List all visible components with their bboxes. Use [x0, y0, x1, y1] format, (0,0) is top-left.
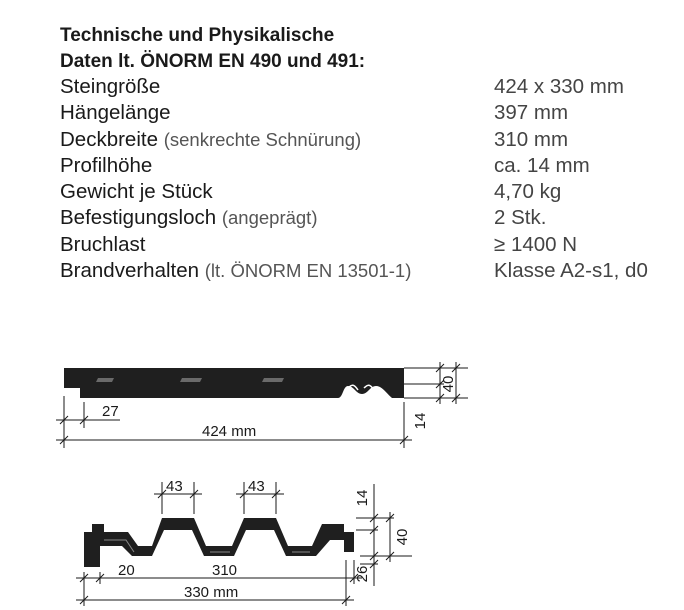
dim-43-left: 43 [166, 478, 183, 495]
dim-14-side: 14 [412, 412, 429, 430]
dim-27: 27 [102, 403, 119, 420]
dim-330mm: 330 mm [184, 584, 239, 601]
spec-label: Deckbreite [60, 127, 158, 151]
dim-26: 26 [354, 565, 371, 583]
spec-label: Brandverhalten [60, 259, 200, 283]
spec-label: Steingröße [60, 75, 161, 98]
tile-side-profile [64, 368, 404, 398]
dim-43-right: 43 [248, 478, 265, 495]
dim-310: 310 [212, 562, 238, 579]
heading-line-2: Daten lt. ÖNORM EN 490 und 491: [60, 51, 366, 72]
dim-40-side: 40 [440, 375, 457, 393]
spec-label: Hängelänge [60, 101, 171, 125]
heading-line-1: Technische und Physikalische [60, 25, 335, 46]
spec-label: Profilhöhe [60, 153, 153, 177]
spec-value: ≥ 1400 N [494, 232, 578, 256]
tile-side-profile-drawing [56, 362, 468, 448]
spec-value: 2 Stk. [494, 206, 547, 230]
spec-label: Gewicht je Stück [60, 180, 213, 204]
dim-424mm: 424 mm [202, 423, 257, 440]
spec-value: 397 mm [494, 101, 569, 125]
tile-front-profile-drawing [76, 478, 412, 606]
spec-value: 4,70 kg [494, 180, 562, 204]
spec-note: (lt. ÖNORM EN 13501-1) [204, 260, 412, 282]
dim-20: 20 [118, 562, 135, 579]
spec-note: (senkrechte Schnürung) [163, 128, 362, 150]
spec-value: Klasse A2-s1, d0 [494, 259, 648, 283]
dim-40-front: 40 [394, 528, 411, 546]
spec-label: Bruchlast [60, 232, 146, 256]
dim-14-front: 14 [354, 489, 371, 507]
tile-front-profile [84, 518, 354, 567]
spec-note: (angeprägt) [221, 207, 318, 229]
spec-value: 424 x 330 mm [494, 75, 624, 98]
spec-label: Befestigungsloch [60, 206, 217, 230]
spec-value: 310 mm [494, 127, 569, 151]
spec-value: ca. 14 mm [494, 153, 590, 177]
